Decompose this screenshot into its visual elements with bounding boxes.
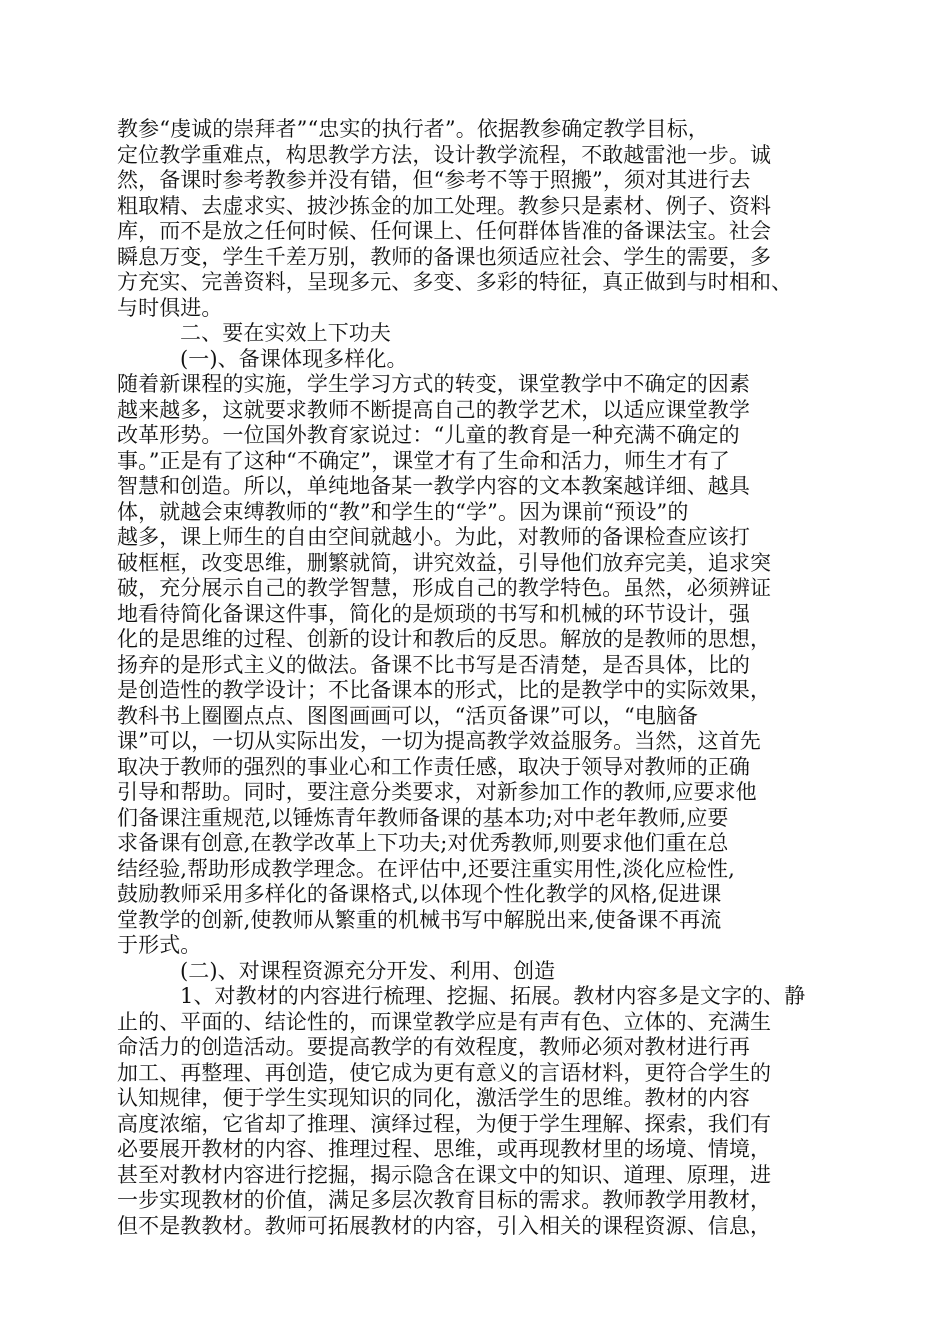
text-line: 于形式。	[117, 933, 202, 957]
text-line: 教参“虔诚的崇拜者”“忠实的执行者”。依据教参确定教学目标，	[117, 117, 709, 141]
text-line: 1、对教材的内容进行梳理、挖掘、拓展。教材内容多是文字的、静	[180, 984, 806, 1008]
text-line: 们备课注重规范,以锤炼青年教师备课的基本功;对中老年教师,应要	[117, 805, 729, 830]
text-line: 取决于教师的强烈的事业心和工作责任感，取决于领导对教师的正确	[117, 754, 750, 779]
text-line: 然，备课时参考教参并没有错，但“参考不等于照搬”，须对其进行去	[117, 168, 751, 192]
text-line: 加工、再整理、再创造，使它成为更有意义的言语材料，更符合学生的	[117, 1060, 772, 1085]
text-line: 越来越多，这就要求教师不断提高自己的教学艺术，以适应课堂教学	[117, 397, 750, 422]
text-line: 破框框，改变思维，删繁就简，讲究效益，引导他们放弃完美，追求突	[117, 550, 772, 575]
text-line: 甚至对教材内容进行挖掘，揭示隐含在课文中的知识、道理、原理，进	[117, 1162, 772, 1187]
text-line: 堂教学的创新,使教师从繁重的机械书写中解脱出来,使备课不再流	[117, 907, 722, 932]
text-line: 命活力的创造活动。要提高教学的有效程度，教师必须对教材进行再	[117, 1035, 750, 1059]
text-line: 认知规律，便于学生实现知识的同化，激活学生的思维。教材的内容	[117, 1086, 750, 1110]
text-line: 定位教学重难点，构思教学方法，设计教学流程，不敢越雷池一步。诚	[117, 142, 772, 167]
text-line: 必要展开教材的内容、推理过程、思维，或再现教材里的场境、情境，	[117, 1137, 772, 1161]
text-line: 瞬息万变，学生千差万别，教师的备课也须适应社会、学生的需要，多	[117, 244, 772, 269]
text-line: 是创造性的教学设计；不比备课本的形式，比的是教学中的实际效果，	[117, 678, 772, 702]
text-line: 地看待简化备课这件事，简化的是烦琐的书写和机械的环节设计，强	[117, 601, 750, 626]
text-line: 改革形势。一位国外教育家说过：“儿童的教育是一种充满不确定的	[117, 423, 740, 447]
text-line: 与时俱进。	[117, 295, 223, 320]
text-line: 随着新课程的实施，学生学习方式的转变，课堂教学中不确定的因素	[117, 372, 750, 396]
text-line: (一)、备课体现多样化。	[180, 346, 408, 371]
text-line: 但不是教教材。教师可拓展教材的内容，引入相关的课程资源、信息，	[117, 1213, 772, 1238]
text-line: 越多，课上师生的自由空间就越小。为此，对教师的备课检查应该打	[117, 525, 750, 549]
text-line: 体，就越会束缚教师的“教”和学生的“学”。因为课前“预设”的	[117, 499, 689, 524]
text-line: 智慧和创造。所以，单纯地备某一教学内容的文本教案越详细、越具	[117, 474, 750, 498]
text-line: (二)、对课程资源充分开发、利用、创造	[180, 958, 556, 983]
text-line: 求备课有创意,在教学改革上下功夫;对优秀教师,则要求他们重在总	[117, 831, 729, 855]
text-line: 事。”正是有了这种“不确定”，课堂才有了生命和活力，师生才有了	[117, 448, 730, 473]
text-line: 粗取精、去虚求实、披沙拣金的加工处理。教参只是素材、例子、资料	[117, 193, 772, 218]
text-line: 库，而不是放之任何时候、任何课上、任何群体皆准的备课法宝。社会	[117, 219, 772, 243]
text-line: 鼓励教师采用多样化的备课格式,以体现个性化教学的风格,促进课	[117, 882, 722, 906]
document-page	[117, 117, 833, 1239]
text-line: 一步实现教材的价值，满足多层次教育目标的需求。教师教学用教材，	[117, 1188, 772, 1212]
text-line: 教科书上圈圈点点、图图画画可以，“活页备课”可以，“电脑备	[117, 703, 699, 728]
text-line: 结经验,帮助形成教学理念。在评估中,还要注重实用性,淡化应检性,	[117, 856, 735, 881]
text-line: 破，充分展示自己的教学智慧，形成自己的教学特色。虽然，必须辨证	[117, 576, 772, 600]
text-line: 方充实、完善资料，呈现多元、多变、多彩的特征，真正做到与时相和、	[117, 270, 793, 294]
text-line: 课”可以，一切从实际出发，一切为提高教学效益服务。当然，这首先	[117, 729, 761, 753]
text-line: 二、要在实效上下功夫	[180, 321, 391, 345]
text-line: 止的、平面的、结论性的，而课堂教学应是有声有色、立体的、充满生	[117, 1009, 772, 1034]
text-line: 扬弃的是形式主义的做法。备课不比书写是否清楚，是否具体，比的	[117, 652, 750, 677]
text-line: 化的是思维的过程、创新的设计和教后的反思。解放的是教师的思想，	[117, 627, 772, 651]
text-line: 高度浓缩，它省却了推理、演绎过程，为便于学生理解、探索，我们有	[117, 1111, 772, 1136]
text-line: 引导和帮助。同时，要注意分类要求，对新参加工作的教师,应要求他	[117, 780, 757, 804]
